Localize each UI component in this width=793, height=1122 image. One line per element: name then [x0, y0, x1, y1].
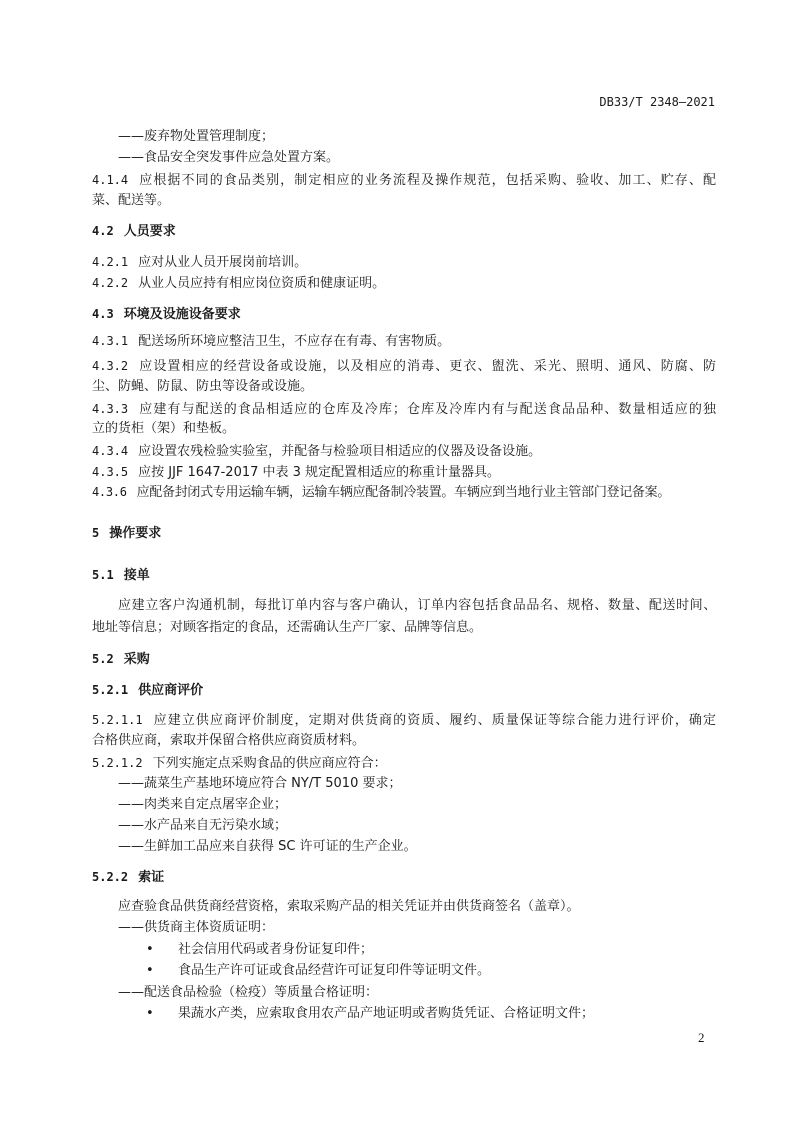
section-title: 操作要求	[109, 526, 162, 541]
clause-number: 4.3.5	[92, 465, 129, 479]
clause-number: 4.3.6	[92, 485, 127, 499]
clause-number: 5.2.1.1	[92, 713, 143, 727]
section-heading-5-2-2	[92, 868, 164, 887]
section-number: 4.3	[92, 307, 114, 321]
section-heading-5-2-1	[92, 681, 203, 700]
section-number: 5.1	[92, 568, 114, 582]
section-number: 5	[92, 526, 100, 540]
section-title: 采购	[123, 652, 150, 667]
clause-text: 应设置相应的经营设备或设施，以及相应的消毒、更衣、盥洗、采光、照明、通风、防腐、防	[138, 359, 716, 374]
clause-number: 4.3.1	[92, 334, 129, 348]
bullet-icon: •	[146, 1006, 154, 1021]
clause-text: 从业人员应持有相应岗位资质和健康证明。	[138, 276, 386, 291]
clause-4-3-5	[92, 463, 500, 482]
clause-5-2-1-2	[92, 754, 387, 773]
clause-number: 4.2.1	[92, 255, 129, 269]
section-number: 5.2.2	[92, 870, 129, 884]
clause-4-3-6	[92, 483, 670, 502]
clause-4-1-4	[92, 171, 716, 190]
section-number: 4.2	[92, 224, 114, 238]
clause-text-cont: 合格供应商，索取并保留合格供应商资质材料。	[92, 733, 366, 748]
document-code-header: DB33/T 2348—2021	[599, 95, 715, 109]
dash-item: ——配送食品检验（检疫）等质量合格证明：	[118, 985, 379, 1000]
clause-text: 应配备封闭式专用运输车辆，运输车辆应配备制冷装置。车辆应到当地行业主管部门登记备案。	[136, 485, 671, 500]
dash-item: ——水产品来自无污染水域；	[118, 818, 288, 833]
section-heading-5-1	[92, 566, 150, 585]
section-title: 供应商评价	[138, 683, 204, 698]
clause-text-cont: 立的货柜（架）和垫板。	[92, 421, 236, 436]
clause-text: 应设置农残检验实验室，并配备与检验项目相适应的仪器及设备设施。	[138, 444, 542, 459]
clause-text-cont: 尘、防蝇、防鼠、防虫等设备或设施。	[92, 379, 314, 394]
page-number: 2	[698, 1030, 705, 1045]
clause-number: 4.3.4	[92, 444, 129, 458]
clause-4-3-3	[92, 400, 716, 419]
clause-4-3-1	[92, 332, 450, 351]
clause-text: 配送场所环境应整洁卫生，不应存在有毒、有害物质。	[138, 334, 451, 349]
clause-4-3-2	[92, 357, 716, 376]
clause-number: 5.2.1.2	[92, 756, 143, 770]
clause-number: 4.3.3	[92, 402, 129, 416]
clause-number: 4.1.4	[92, 173, 129, 187]
section-heading-4-2	[92, 222, 176, 241]
section-heading-5-2	[92, 650, 150, 669]
section-title: 人员要求	[123, 224, 176, 239]
clause-text: 应根据不同的食品类别，制定相应的业务流程及操作规范，包括采购、验收、加工、贮存、配	[138, 173, 716, 188]
section-heading-5	[92, 524, 161, 543]
clause-number: 4.3.2	[92, 359, 129, 373]
dash-item: ——蔬菜生产基地环境应符合 NY/T 5010 要求；	[118, 776, 402, 791]
section-heading-4-3	[92, 305, 241, 324]
clause-5-2-1-1	[92, 711, 716, 730]
bullet-icon: •	[146, 963, 154, 978]
dash-item: ——供货商主体资质证明：	[118, 920, 275, 935]
bullet-item: 果蔬水产类，应索取食用农产品产地证明或者购货凭证、合格证明文件；	[178, 1006, 595, 1021]
dash-item: ——肉类来自定点屠宰企业；	[118, 797, 288, 812]
clause-text-cont: 菜、配送等。	[92, 193, 171, 208]
clause-text: 应建有与配送的食品相适应的仓库及冷库；仓库及冷库内有与配送食品品种、数量相适应的独	[138, 402, 716, 417]
bullet-item: 社会信用代码或者身份证复印件；	[178, 942, 374, 957]
paragraph-text-cont: 地址等信息；对顾客指定的食品，还需确认生产厂家、品牌等信息。	[92, 620, 483, 635]
section-title: 索证	[138, 870, 165, 885]
clause-4-3-4	[92, 442, 541, 461]
paragraph-text: 应查验食品供货商经营资格，索取采购产品的相关凭证并由供货商签名（盖章）。	[118, 899, 580, 914]
clause-text: 应建立供应商评价制度，定期对供货商的资质、履约、质量保证等综合能力进行评价，确定	[152, 713, 716, 728]
paragraph-text: 应建立客户沟通机制，每批订单内容与客户确认，订单内容包括食品品名、规格、数量、配送时间、	[118, 598, 716, 613]
clause-text: 应对从业人员开展岗前培训。	[138, 255, 308, 270]
section-number: 5.2.1	[92, 683, 129, 697]
clause-text: 应按 JJF 1647-2017 中表 3 规定配置相适应的称重计量器具。	[138, 465, 501, 480]
section-number: 5.2	[92, 652, 114, 666]
section-title: 接单	[123, 568, 150, 583]
clause-text: 下列实施定点采购食品的供应商应符合：	[152, 756, 387, 771]
bullet-icon: •	[146, 942, 154, 957]
clause-4-2-2	[92, 274, 385, 293]
dash-item: ——废弃物处置管理制度；	[118, 129, 275, 144]
clause-number: 4.2.2	[92, 276, 129, 290]
bullet-item: 食品生产许可证或食品经营许可证复印件等证明文件。	[178, 963, 491, 978]
dash-item: ——生鲜加工品应来自获得 SC 许可证的生产企业。	[118, 839, 417, 854]
clause-4-2-1	[92, 253, 307, 272]
section-title: 环境及设施设备要求	[123, 307, 241, 322]
dash-item: ——食品安全突发事件应急处置方案。	[118, 150, 340, 165]
